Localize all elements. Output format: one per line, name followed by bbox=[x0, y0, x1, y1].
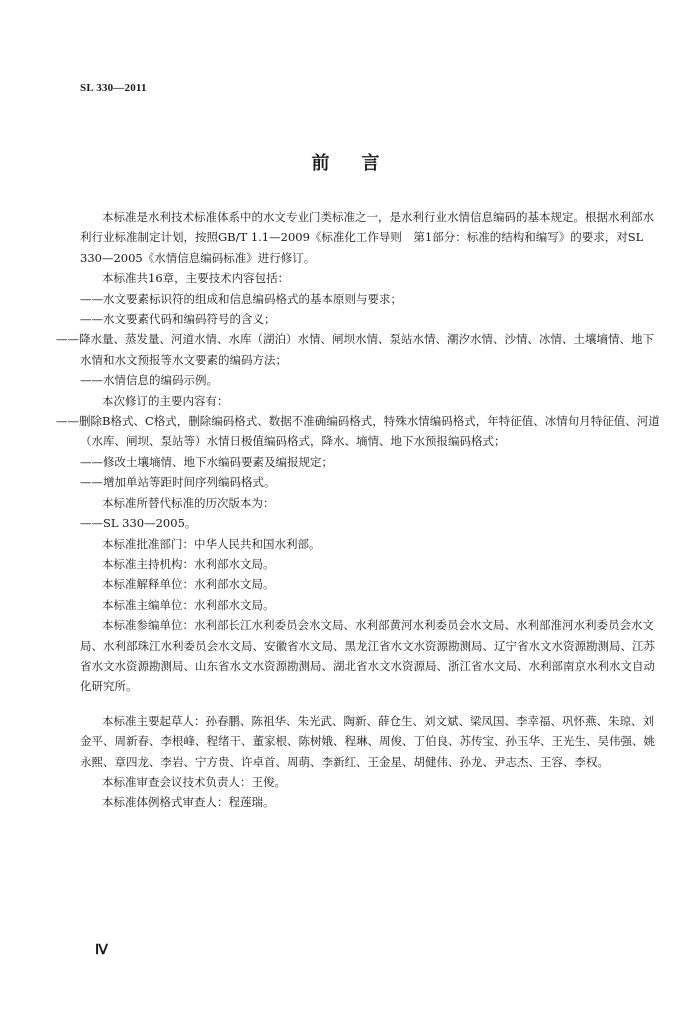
list-item: ——修改土壤墒情、地下水编码要素及编报规定； bbox=[80, 454, 333, 469]
list-item: ——水文要素代码和编码符号的含义； bbox=[80, 312, 276, 327]
list-item: ——降水量、蒸发量、河道水情、水库（湖泊）水情、闸坝水情、泵站水情、潮汐水情、沙情、冰情、土壤墒情、地下水情和水文预报等水文要素的编码方法； bbox=[56, 332, 654, 367]
revision-paragraph: 本次修订的主要内容有： bbox=[102, 393, 229, 408]
page-number: Ⅳ bbox=[95, 943, 108, 958]
paragraph-gap bbox=[80, 697, 665, 711]
format-reviewer-line: 本标准体例格式审查人：程莲瑞。 bbox=[102, 795, 275, 810]
drafters-paragraph: 本标准主要起草人：孙春鹏、陈祖华、朱光武、陶新、薛仓生、刘文斌、梁凤国、李幸福、巩怀燕、朱琼、刘金平、周新春、李根峰、程绪干、董家根、陈树娥、程琳、周俊、丁伯良、苏传宝、孙玉华、王光生、吴伟强、姚永熙、章四龙、李岩、宁方贵、许卓首、周萌、李新红、王金星、胡健伟、孙龙、尹志杰、王容、李权。 bbox=[80, 713, 655, 769]
page-title: 前言 bbox=[311, 153, 412, 174]
list-item: ——增加单站等距时间序列编码格式。 bbox=[80, 475, 276, 490]
chapters-paragraph: 本标准共16章，主要技术内容包括： bbox=[102, 271, 290, 286]
interpret-line: 本标准解释单位：水利部水文局。 bbox=[102, 577, 275, 592]
list-item: ——水文要素标识符的组成和信息编码格式的基本原则与要求； bbox=[80, 291, 402, 306]
editor-unit-line: 本标准主编单位：水利部水文局。 bbox=[102, 597, 275, 612]
participants-paragraph: 本标准参编单位：水利部长江水利委员会水文局、水利部黄河水利委员会水文局、水利部淮河水利委员会水文局、水利部珠江水利委员会水文局、安徽省水文局、黑龙江省水文水资源勘测局、辽宁省水文水资源勘测局、江苏省水文水资源勘测局、山东省水文水资源勘测局、湖北省水文水资源局、浙江省水文局、水利部南京水利水文自动化研究所。 bbox=[80, 618, 655, 694]
document-body bbox=[56, 207, 665, 813]
approval-line: 本标准批准部门：中华人民共和国水利部。 bbox=[102, 536, 321, 551]
list-item: ——水情信息的编码示例。 bbox=[80, 373, 218, 388]
history-paragraph: 本标准所替代标准的历次版本为： bbox=[102, 495, 275, 510]
host-line: 本标准主持机构：水利部水文局。 bbox=[102, 556, 275, 571]
standard-code-header: SL 330—2011 bbox=[80, 82, 147, 94]
tech-lead-line: 本标准审查会议技术负责人：王俊。 bbox=[102, 774, 286, 789]
intro-paragraph: 本标准是水利技术标准体系中的水文专业门类标准之一，是水利行业水情信息编码的基本规定。根据水利部水利行业标准制定计划，按照GB/T 1.1—2009《标准化工作导则 第1部分：标准的结构和编写》的要求，对SL 330—2005《水情信息编码标准》进行修订。 bbox=[80, 210, 654, 265]
list-item: ——SL 330—2005。 bbox=[80, 516, 197, 531]
list-item: ——删除B格式、C格式，删除编码格式、数据不准确编码格式，特殊水情编码格式，年特征值、冰情旬月特征值、河道（水库、闸坝、泵站等）水情日极值编码格式，降水、墒情、地下水预报编码格式； bbox=[56, 414, 660, 449]
